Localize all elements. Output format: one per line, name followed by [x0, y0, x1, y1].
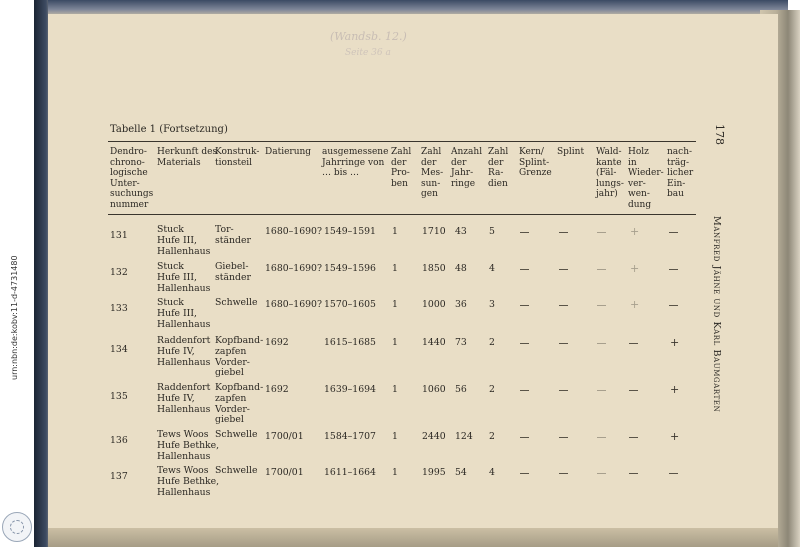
cell-nach-dash [669, 232, 678, 233]
cell-kern-dash [520, 232, 529, 233]
header-cell: Splint- [519, 157, 550, 168]
cell-datierung: 1680–1690? [265, 263, 322, 274]
header-cell: ringe [451, 178, 476, 189]
header-cell: träg- [667, 157, 690, 168]
cell-proben: 1 [392, 467, 398, 478]
cell-wald-dash [597, 343, 606, 344]
cell-wald-dash [597, 232, 606, 233]
cell-radien: 2 [489, 337, 495, 348]
cell-kern-dash [520, 390, 529, 391]
cell-nach-plus: + [670, 383, 680, 396]
header-cell: ben [391, 178, 408, 189]
cell-wald-dash [597, 390, 606, 391]
cell-holz-dash [629, 390, 638, 391]
header-cell: licher [667, 168, 694, 179]
cell-nach-dash [669, 473, 678, 474]
header-cell: Holz [628, 147, 649, 157]
header-cell: der [421, 157, 437, 168]
cell-herkunft: Stuck [157, 261, 184, 272]
cell-teil: Giebel- [215, 261, 249, 272]
cell-teil: Kopfband- [215, 335, 264, 346]
cell-jahrringe: 1549–1591 [324, 226, 376, 237]
cell-radien: 2 [489, 431, 495, 442]
library-seal-icon [2, 512, 32, 542]
cell-holz-plus: + [630, 298, 640, 311]
book-bottom-edge [48, 528, 778, 547]
cell-herkunft: Hufe III, [157, 307, 197, 319]
header-cell: jahr) [596, 189, 618, 200]
cell-number: 131 [110, 230, 128, 241]
urn-identifier: urn:nbn:de:kobv:11-d-4731480 [10, 255, 19, 380]
cell-proben: 1 [392, 384, 398, 395]
cell-number: 132 [110, 267, 128, 278]
header-cell: Materials [157, 157, 201, 168]
header-cell: Unter- [110, 178, 140, 189]
cell-jahrringe: 1549–1596 [324, 263, 376, 274]
cell-teil: ständer [215, 271, 251, 283]
cell-holz-dash [629, 473, 638, 474]
cell-kern-dash [520, 343, 529, 344]
cell-number: 137 [110, 471, 128, 482]
header-cell: Zahl [391, 147, 412, 157]
cell-nach-plus: + [670, 336, 680, 349]
header-cell: Pro- [391, 168, 410, 179]
header-cell: sun- [421, 178, 441, 189]
cell-teil: ständer [215, 234, 251, 246]
cell-anzahl: 54 [455, 467, 467, 478]
faint-stamp-2: Seite 36 a [345, 48, 391, 58]
header-cell: nach- [667, 147, 693, 157]
cell-splint-dash [559, 232, 568, 233]
cell-jahrringe: 1639–1694 [324, 384, 376, 395]
cell-herkunft: Raddenfort [157, 382, 211, 393]
cell-splint-dash [559, 343, 568, 344]
cell-teil: zapfen [215, 345, 247, 357]
header-cell: (Fäl- [596, 168, 617, 179]
cell-herkunft: Hallenhaus [157, 282, 211, 294]
cell-radien: 4 [489, 263, 495, 274]
cell-kern-dash [520, 269, 529, 270]
cell-messungen: 1000 [422, 299, 446, 310]
cell-holz-plus: + [630, 262, 640, 275]
cell-herkunft: Hufe IV, [157, 392, 195, 404]
header-cell: Zahl [488, 147, 509, 157]
cell-anzahl: 36 [455, 299, 467, 310]
cell-teil: giebel [215, 367, 244, 379]
header-cell: tionsteil [215, 157, 253, 168]
table-header-rule [108, 214, 696, 215]
header-cell: ver- [628, 178, 646, 189]
cell-herkunft: Hufe III, [157, 234, 197, 246]
cell-kern-dash [520, 473, 529, 474]
header-cell: Konstruk- [215, 147, 260, 157]
header-cell: Splint [557, 147, 585, 157]
cell-jahrringe: 1611–1664 [324, 467, 376, 478]
cell-proben: 1 [392, 431, 398, 442]
header-cell: Jahrringe von [322, 157, 385, 168]
cell-teil: Kopfband- [215, 382, 264, 393]
table-caption: Tabelle 1 (Fortsetzung) [110, 124, 228, 135]
cell-nach-plus: + [670, 430, 680, 443]
header-cell: lungs- [596, 178, 624, 189]
cell-proben: 1 [392, 263, 398, 274]
table-top-rule [108, 141, 696, 142]
header-cell: Datierung [265, 147, 312, 157]
cell-herkunft: Hallenhaus [157, 245, 211, 257]
header-cell: Wieder- [628, 168, 664, 179]
header-cell: gen [421, 189, 438, 200]
cell-datierung: 1680–1690? [265, 226, 322, 237]
cell-herkunft: Hufe Bethke, [157, 439, 220, 451]
cell-herkunft: Hallenhaus [157, 450, 211, 462]
page-number: 178 [713, 124, 726, 145]
header-cell: dung [628, 200, 652, 210]
header-cell: der [488, 157, 504, 168]
cell-datierung: 1680–1690? [265, 299, 322, 310]
cell-teil: Schwelle [215, 429, 258, 440]
cell-herkunft: Raddenfort [157, 335, 211, 346]
cell-herkunft: Hufe IV, [157, 345, 195, 357]
cell-number: 135 [110, 391, 128, 402]
cell-splint-dash [559, 269, 568, 270]
cell-teil: Vorder- [215, 356, 250, 368]
faint-stamp: (Wandsb. 12.) [330, 30, 407, 43]
cell-splint-dash [559, 437, 568, 438]
header-cell: Herkunft des [157, 147, 218, 157]
header-cell: Ra- [488, 168, 504, 179]
header-cell: bau [667, 189, 684, 200]
header-cell: dien [488, 178, 508, 189]
cell-datierung: 1692 [265, 384, 289, 395]
cell-splint-dash [559, 473, 568, 474]
cell-herkunft: Hufe Bethke, [157, 475, 220, 487]
cell-anzahl: 124 [455, 431, 473, 442]
header-cell: Dendro- [110, 147, 147, 157]
cell-kern-dash [520, 437, 529, 438]
cell-number: 134 [110, 344, 128, 355]
cell-teil: Vorder- [215, 403, 250, 415]
header-cell: wen- [628, 189, 650, 200]
header-cell: chrono- [110, 157, 145, 168]
cell-wald-dash [597, 269, 606, 270]
header-cell: Ein- [667, 178, 686, 189]
cell-messungen: 1710 [422, 226, 446, 237]
cell-wald-dash [597, 305, 606, 306]
cell-teil: Tor- [215, 224, 234, 235]
cell-herkunft: Hufe III, [157, 271, 197, 283]
cell-messungen: 1060 [422, 384, 446, 395]
cell-messungen: 1995 [422, 467, 446, 478]
header-cell: der [391, 157, 407, 168]
cell-proben: 1 [392, 299, 398, 310]
cell-holz-plus: + [630, 225, 640, 238]
cell-herkunft: Tews Woos [157, 465, 209, 476]
cell-wald-dash [597, 473, 606, 474]
cell-proben: 1 [392, 337, 398, 348]
cell-teil: giebel [215, 414, 244, 426]
cell-jahrringe: 1615–1685 [324, 337, 376, 348]
cell-jahrringe: 1570–1605 [324, 299, 376, 310]
cell-herkunft: Stuck [157, 297, 184, 308]
cell-teil: zapfen [215, 392, 247, 404]
cell-proben: 1 [392, 226, 398, 237]
running-head: Manfred Jähne und Karl Baumgarten [711, 216, 722, 413]
cell-radien: 4 [489, 467, 495, 478]
cell-splint-dash [559, 390, 568, 391]
cell-splint-dash [559, 305, 568, 306]
cell-kern-dash [520, 305, 529, 306]
header-cell: suchungs [110, 189, 154, 200]
header-cell: nummer [110, 200, 149, 210]
cell-wald-dash [597, 437, 606, 438]
header-cell: Grenze [519, 168, 552, 179]
cell-nach-dash [669, 269, 678, 270]
cell-number: 133 [110, 303, 128, 314]
cell-messungen: 2440 [422, 431, 446, 442]
header-cell: kante [596, 157, 622, 168]
cell-holz-dash [629, 437, 638, 438]
header-cell: … bis … [322, 168, 359, 179]
cell-messungen: 1850 [422, 263, 446, 274]
header-cell: Zahl [421, 147, 442, 157]
cell-holz-dash [629, 343, 638, 344]
header-cell: Anzahl [451, 147, 483, 157]
header-cell: Mes- [421, 168, 444, 179]
cell-nach-dash [669, 305, 678, 306]
cell-anzahl: 73 [455, 337, 467, 348]
cell-herkunft: Hallenhaus [157, 403, 211, 415]
cell-anzahl: 56 [455, 384, 467, 395]
header-cell: in [628, 157, 637, 168]
header-cell: Jahr- [451, 168, 474, 179]
cell-datierung: 1692 [265, 337, 289, 348]
cell-radien: 3 [489, 299, 495, 310]
cell-anzahl: 48 [455, 263, 467, 274]
header-cell: der [451, 157, 467, 168]
cell-herkunft: Stuck [157, 224, 184, 235]
cell-datierung: 1700/01 [265, 467, 304, 478]
cell-anzahl: 43 [455, 226, 467, 237]
cell-radien: 2 [489, 384, 495, 395]
header-cell: Kern/ [519, 147, 544, 157]
cell-number: 136 [110, 435, 128, 446]
cell-herkunft: Hallenhaus [157, 486, 211, 498]
cell-jahrringe: 1584–1707 [324, 431, 376, 442]
cell-herkunft: Hallenhaus [157, 318, 211, 330]
header-cell: Wald- [596, 147, 622, 157]
cell-herkunft: Tews Woos [157, 429, 209, 440]
cell-datierung: 1700/01 [265, 431, 304, 442]
cell-radien: 5 [489, 226, 495, 237]
cell-teil: Schwelle [215, 297, 258, 308]
cell-teil: Schwelle [215, 465, 258, 476]
header-cell: logische [110, 168, 148, 179]
header-cell: ausgemessene [322, 147, 389, 157]
cell-herkunft: Hallenhaus [157, 356, 211, 368]
cell-messungen: 1440 [422, 337, 446, 348]
